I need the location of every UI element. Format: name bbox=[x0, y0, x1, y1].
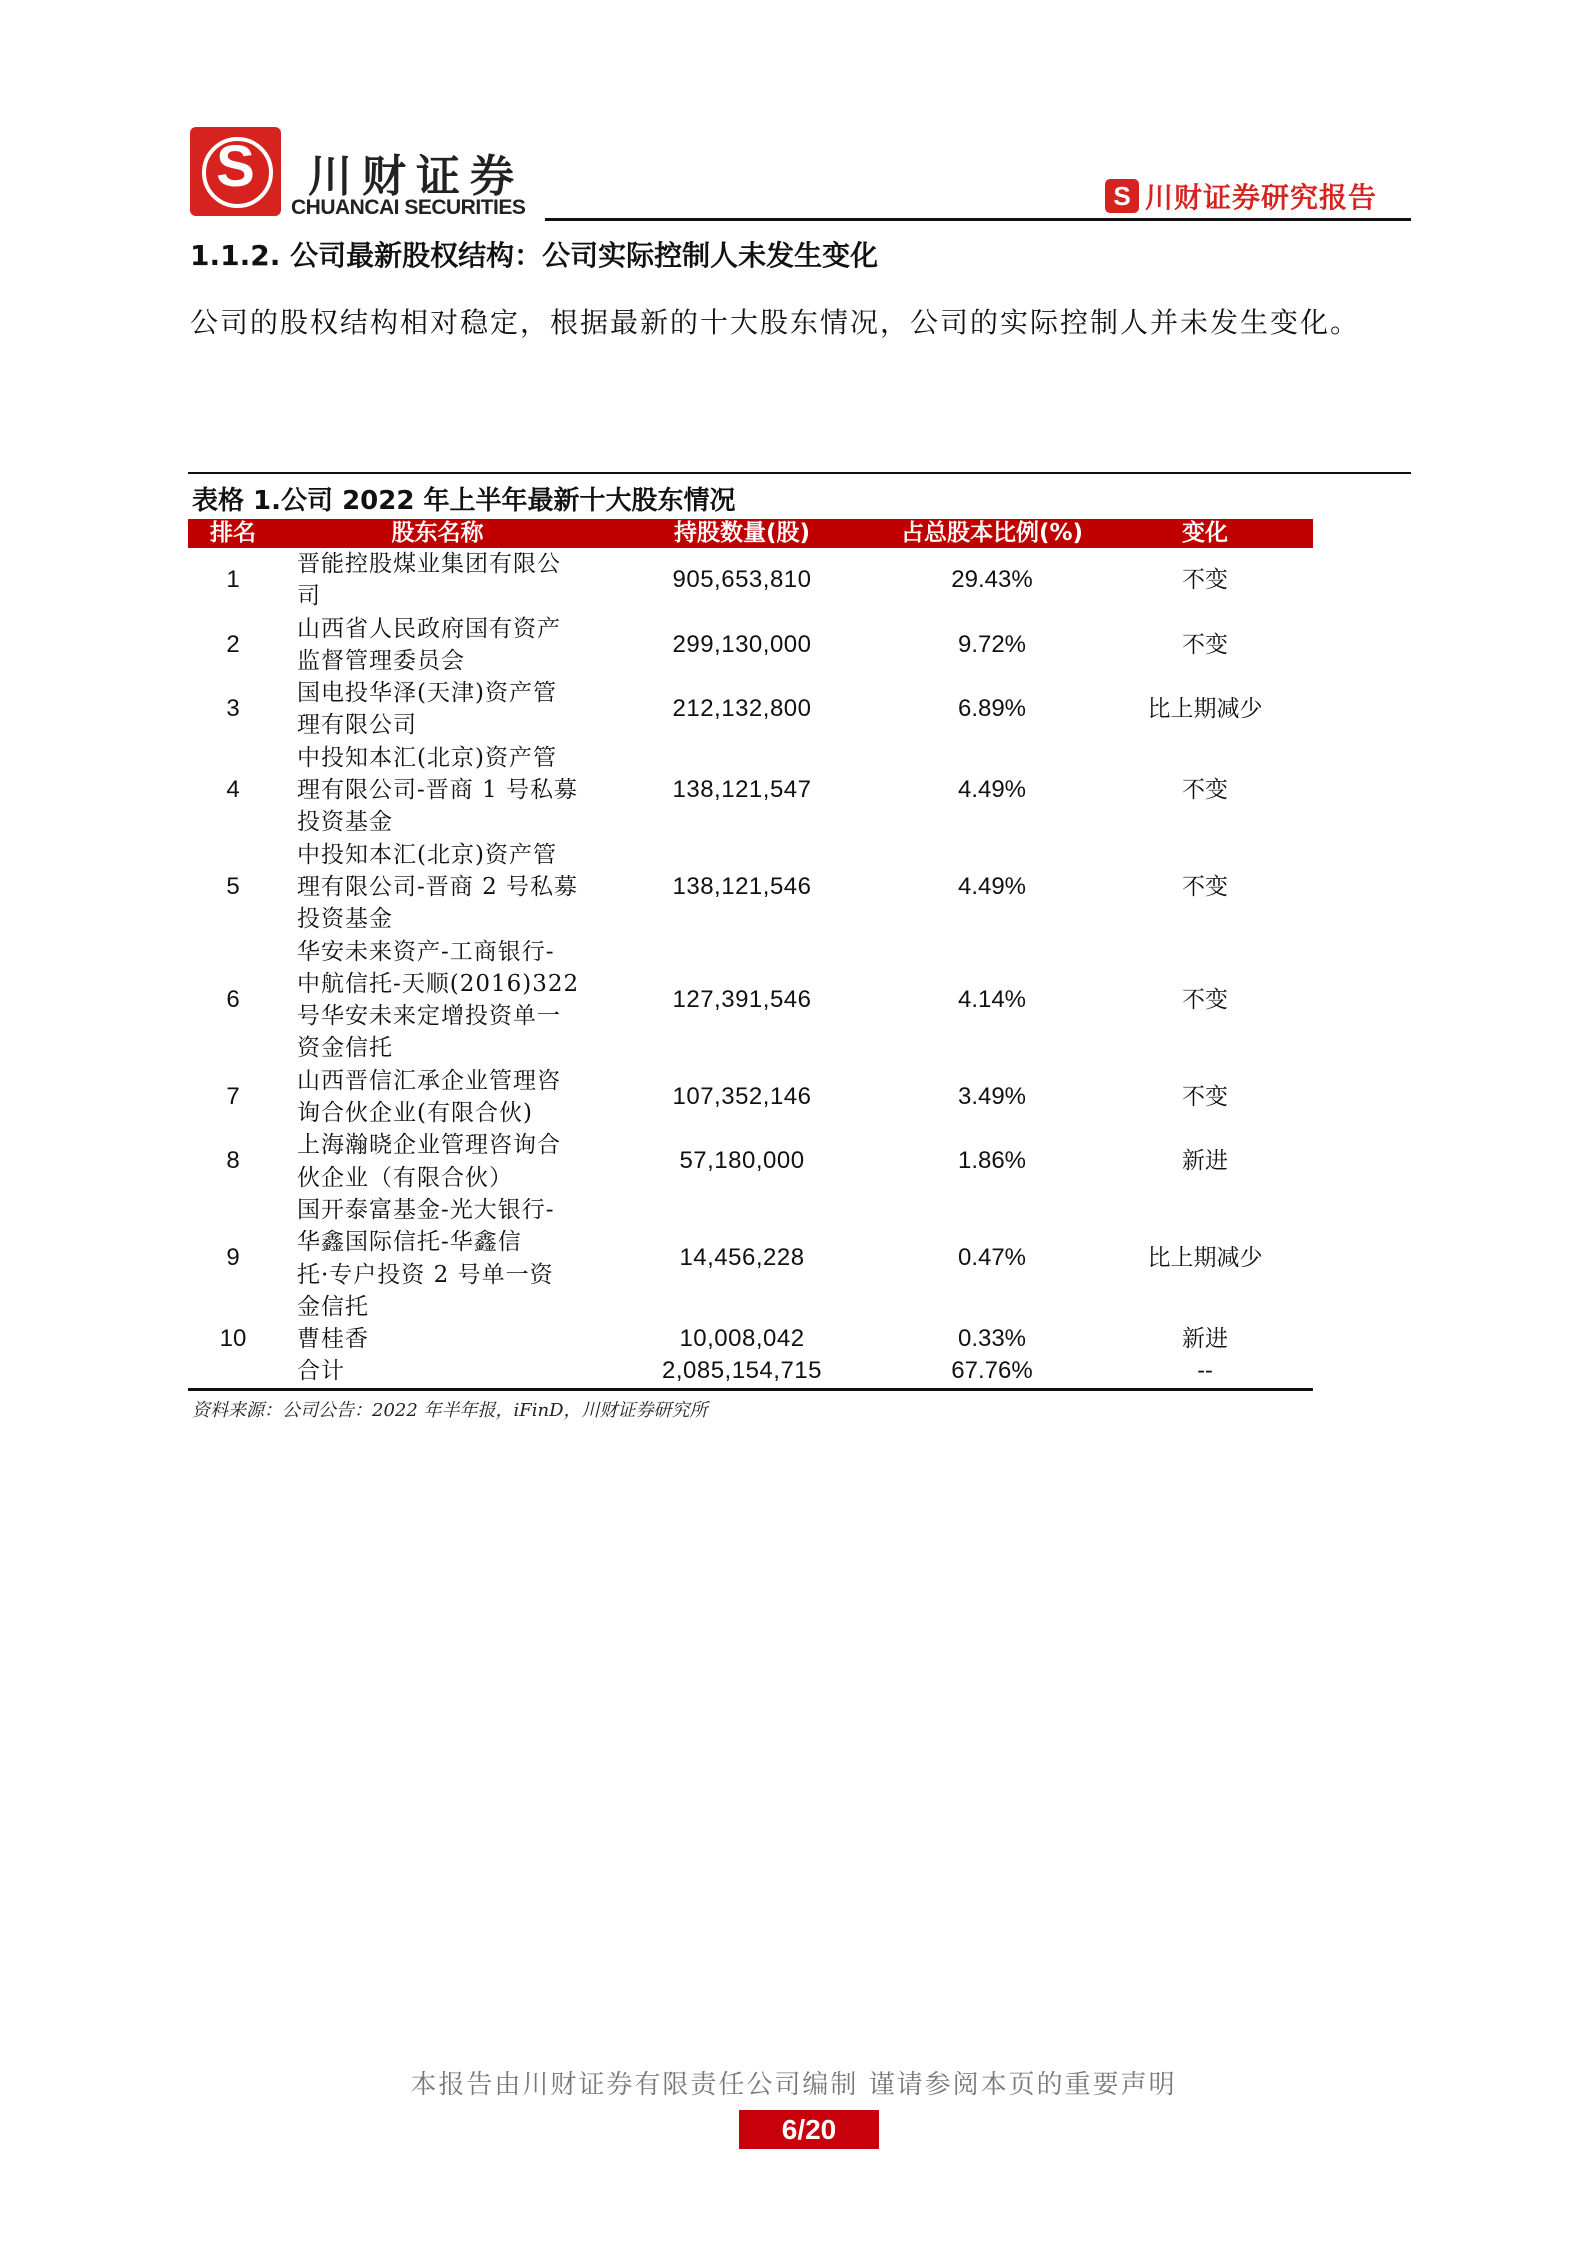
cell-rank: 7 bbox=[226, 1082, 240, 1110]
section-paragraph: 公司的股权结构相对稳定，根据最新的十大股东情况，公司的实际控制人并未发生变化。 bbox=[190, 306, 1361, 339]
cell-name bbox=[278, 1065, 597, 1130]
name-line: 华鑫国际信托-华鑫信 bbox=[297, 1229, 522, 1256]
name-line: 中投知本汇(北京)资产管 bbox=[297, 841, 557, 868]
name-line: 投资基金 bbox=[297, 809, 393, 836]
name-line: 山西晋信汇承企业管理咨 bbox=[297, 1067, 561, 1094]
page-number: 6/20 bbox=[739, 2110, 879, 2149]
cell-rank: 3 bbox=[226, 695, 240, 723]
cell-shares: 138,121,546 bbox=[672, 872, 812, 900]
chuancai-logo bbox=[190, 127, 281, 216]
table-source: 资料来源：公司公告：2022 年半年报，iFinD，川财证券研究所 bbox=[192, 1400, 708, 1421]
table-row bbox=[188, 742, 1313, 839]
cell-rank bbox=[188, 1355, 278, 1387]
cell-rank: 6 bbox=[226, 986, 240, 1013]
logo-letter: S bbox=[216, 134, 255, 199]
name-line: 合计 bbox=[297, 1358, 345, 1385]
cell-name bbox=[278, 677, 597, 742]
table-row bbox=[188, 548, 1313, 613]
cell-rank: 1 bbox=[226, 566, 240, 594]
report-label-text: 川财证券研究报告 bbox=[1145, 181, 1378, 214]
cell-change: 比上期减少 bbox=[1147, 1245, 1263, 1272]
name-line: 国电投华泽(天津)资产管 bbox=[297, 680, 557, 707]
cell-rank: 5 bbox=[226, 872, 240, 900]
cell-change: 新进 bbox=[1182, 1326, 1228, 1353]
cell-pct: 67.76% bbox=[951, 1357, 1033, 1385]
cell-shares: 905,653,810 bbox=[672, 566, 812, 594]
name-line: 国开泰富基金-光大银行- bbox=[297, 1196, 555, 1223]
cell-name bbox=[278, 1323, 597, 1355]
name-line: 询合伙企业(有限合伙) bbox=[297, 1100, 533, 1127]
cell-shares: 10,008,042 bbox=[679, 1325, 805, 1353]
table-row bbox=[188, 677, 1313, 742]
name-line: 中航信托-天顺(2016)322 bbox=[297, 970, 580, 997]
col-shares: 持股数量(股) bbox=[673, 520, 811, 546]
name-line: 理有限公司 bbox=[297, 712, 417, 739]
cell-change: 不变 bbox=[1182, 567, 1228, 594]
cell-rank: 10 bbox=[219, 1325, 247, 1353]
cell-shares: 14,456,228 bbox=[679, 1244, 805, 1272]
cell-pct: 4.14% bbox=[957, 986, 1027, 1013]
name-line: 曹桂香 bbox=[297, 1326, 369, 1353]
cell-pct: 6.89% bbox=[957, 695, 1027, 723]
cell-pct: 4.49% bbox=[957, 872, 1027, 900]
name-line: 投资基金 bbox=[297, 906, 393, 933]
name-line: 司 bbox=[297, 583, 321, 610]
cell-name bbox=[278, 839, 597, 936]
cell-change: -- bbox=[1197, 1358, 1213, 1385]
brand-name-en: CHUANCAI SECURITIES bbox=[291, 196, 526, 219]
name-line: 上海瀚晓企业管理咨询合 bbox=[297, 1132, 561, 1159]
section-heading: 1.1.2. 公司最新股权结构：公司实际控制人未发生变化 bbox=[190, 239, 879, 272]
footer-disclaimer: 本报告由川财证券有限责任公司编制 谨请参阅本页的重要声明 bbox=[410, 2070, 1177, 2100]
name-line: 山西省人民政府国有资产 bbox=[297, 615, 561, 642]
cell-shares: 299,130,000 bbox=[672, 630, 812, 658]
col-pct: 占总股本比例(%) bbox=[900, 520, 1084, 546]
cell-pct: 3.49% bbox=[957, 1082, 1027, 1110]
cell-rank: 8 bbox=[226, 1147, 240, 1175]
name-line: 理有限公司-晋商 2 号私募 bbox=[297, 873, 579, 900]
col-rank: 排名 bbox=[210, 520, 256, 546]
name-line: 号华安未来定增投资单一 bbox=[297, 1003, 561, 1030]
table-row bbox=[188, 1129, 1313, 1194]
table-row bbox=[188, 936, 1313, 1065]
cell-pct: 9.72% bbox=[957, 630, 1027, 658]
cell-rank: 4 bbox=[226, 776, 240, 804]
table-top-rule bbox=[188, 472, 1411, 474]
name-line: 监督管理委员会 bbox=[297, 647, 465, 674]
table-row bbox=[188, 1065, 1313, 1130]
header-divider bbox=[545, 218, 1411, 221]
cell-change: 不变 bbox=[1182, 1083, 1228, 1110]
cell-name bbox=[278, 1194, 597, 1323]
table-row bbox=[188, 613, 1313, 678]
cell-shares: 107,352,146 bbox=[672, 1082, 812, 1110]
cell-shares: 57,180,000 bbox=[679, 1147, 805, 1175]
cell-change: 不变 bbox=[1182, 987, 1228, 1013]
mini-logo-icon: S bbox=[1105, 179, 1139, 213]
name-line: 理有限公司-晋商 1 号私募 bbox=[297, 777, 579, 804]
cell-shares: 212,132,800 bbox=[672, 695, 812, 723]
name-line: 中投知本汇(北京)资产管 bbox=[297, 744, 557, 771]
name-line: 金信托 bbox=[297, 1293, 369, 1320]
cell-name bbox=[278, 936, 597, 1065]
cell-change: 不变 bbox=[1182, 873, 1228, 900]
name-line: 华安未来资产-工商银行- bbox=[297, 938, 555, 965]
report-label bbox=[1105, 176, 1377, 216]
cell-shares: 127,391,546 bbox=[672, 986, 812, 1013]
cell-change: 比上期减少 bbox=[1147, 696, 1263, 723]
cell-shares: 2,085,154,715 bbox=[662, 1357, 822, 1385]
cell-name bbox=[278, 1129, 597, 1194]
col-change: 变化 bbox=[1182, 520, 1228, 546]
table-bottom-rule bbox=[188, 1388, 1313, 1391]
cell-name bbox=[278, 1355, 597, 1387]
shareholders-table bbox=[188, 519, 1313, 1388]
name-line: 伙企业（有限合伙） bbox=[297, 1164, 513, 1191]
cell-name bbox=[278, 613, 597, 678]
cell-pct: 0.47% bbox=[957, 1244, 1027, 1272]
cell-change: 不变 bbox=[1182, 777, 1228, 804]
brand-name-cn: 川财证券 bbox=[308, 151, 524, 202]
cell-rank: 2 bbox=[226, 630, 240, 658]
cell-rank: 9 bbox=[226, 1244, 240, 1272]
name-line: 资金信托 bbox=[297, 1035, 393, 1062]
cell-pct: 0.33% bbox=[957, 1325, 1027, 1353]
name-line: 晋能控股煤业集团有限公 bbox=[297, 551, 561, 577]
table-header-row bbox=[188, 519, 1313, 548]
name-line: 托·专户投资 2 号单一资 bbox=[297, 1261, 554, 1288]
table-caption: 表格 1.公司 2022 年上半年最新十大股东情况 bbox=[192, 486, 736, 516]
cell-name bbox=[278, 548, 597, 613]
cell-pct: 29.43% bbox=[951, 566, 1033, 594]
table-row bbox=[188, 1355, 1313, 1387]
cell-change: 不变 bbox=[1182, 631, 1228, 658]
table-row bbox=[188, 1323, 1313, 1355]
table-row bbox=[188, 1194, 1313, 1323]
col-name: 股东名称 bbox=[391, 520, 484, 546]
cell-shares: 138,121,547 bbox=[672, 776, 812, 804]
cell-change: 新进 bbox=[1182, 1148, 1228, 1175]
cell-pct: 4.49% bbox=[957, 776, 1027, 804]
cell-pct: 1.86% bbox=[957, 1147, 1027, 1175]
cell-name bbox=[278, 742, 597, 839]
table-row bbox=[188, 839, 1313, 936]
